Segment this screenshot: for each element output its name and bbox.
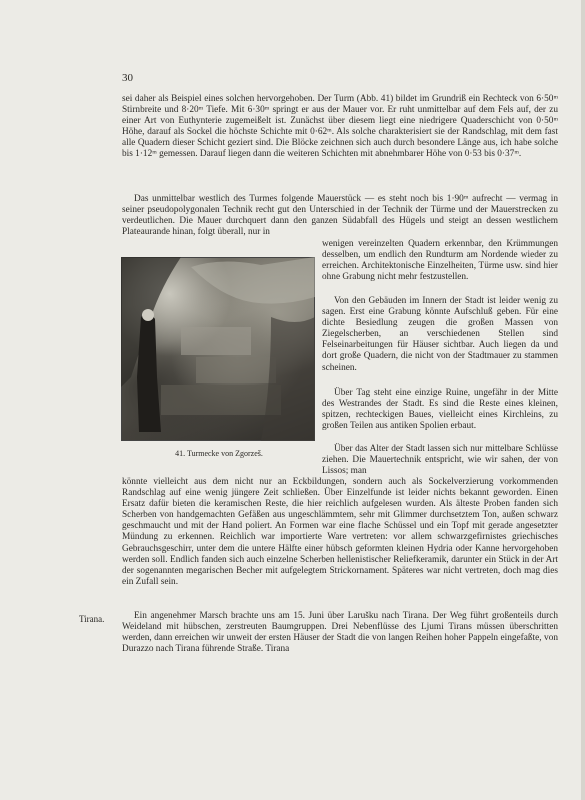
paragraph-tirana: Ein angenehmer Marsch brachte uns am 15. Juni über Larušku nach Tirana. Der Weg führt großenteils durch Weideland mit hübschen, zerstreuten Baumgruppen. Drei Nebenflüsse des Ljumi Tirans müssen überschritten werden, dann erreichen wir unweit der ersten Häuser der Stadt die von langen Reihen hoher Pappeln eingefaßte, von Durazzo nach Tirana führende Straße. Tirana (122, 611, 558, 655)
page-edge (581, 0, 585, 800)
page-number: 30 (122, 72, 133, 84)
figure-photo-tower-corner (121, 257, 315, 441)
figure-caption: 41. Turmecke von Zgorzeš. (175, 449, 263, 458)
paragraph-tower: sei daher als Beispiel eines solchen hervorgehoben. Der Turm (Abb. 41) bildet im Grundriß ein Rechteck von 6·50ᵐ Stirnbreite und 8·20ᵐ Tiefe. Mit 6·30ᵐ springt er aus der Mauer vor. Er ruht unmittelbar auf dem Fels auf, der zu einer Art von Euthynterie zugemeißelt ist. Zunächst über diesem liegt eine niedrigere Quaderschicht von 0·50ᵐ Höhe, darauf als Sockel die höchste Schichte mit 0·62ᵐ. Als solche charakterisiert sie der Randschlag, mit dem fast alle Quadern dieser Schicht geziert sind. Die Blöcke zeichnen sich auch durch besondere Länge aus, ich habe solche bis 1·12ᵐ gemessen. Darauf liegen dann die weiteren Schichten mit abnehmbarer Höhe von 0·53 bis 0·37ᵐ. (122, 94, 558, 160)
paragraph-buildings: Von den Gebäuden im Innern der Stadt ist leider wenig zu sagen. Erst eine Grabung könnte Aufschluß geben. Für eine dichte Besiedlung zeugen die großen Massen von Ziegelscherben, an verschiedenen Stellen sind Felseinarbeitungen für Häuser sichtbar. Auch liegen da und dort große Quadern, die nicht von der Stadtmauer zu stammen scheinen. (322, 296, 558, 373)
paragraph-age-continued: könnte vielleicht aus dem nicht nur an Eckbildungen, sondern auch als Sockelverzierung vorkommenden Randschlag auf eine wenig jüngere Zeit schließen. Über Einzelfunde ist leider nichts bekannt geworden. Einen Ersatz dafür bieten die keramischen Reste, die hier reichlich aufgelesen wurden. Als älteste Proben fanden sich Scherben von handgemachten Gefäßen aus ungeschlämmtem, sehr mit Glimmer durchsetztem Ton, außen schwarz geschmaucht und mit der Hand poliert. An Formen war eine flache Schüssel und ein Topf mit gerade angesetzter Mündung zu erkennen. Reichlich war importierte Ware vertreten: vor allem schwarzgefirnistes griechisches Gebrauchsgeschirr, unter dem die untere Hälfte einer hübsch geformten kleinen Hydria oder Kanne hervorgehoben werden soll. Endlich fanden sich auch einzelne Scherben hellenistischer Reliefkeramik, darunter ein Stück in der Art der sogenannten megarischen Becher mit aufgelegtem Strickornament. Späteres war nicht vertreten, doch mag dies ein Zufall sein. (122, 477, 558, 587)
paragraph-wall-continued: wenigen vereinzelten Quadern erkennbar, den Krümmungen desselben, um endlich den Rundturm am Nordende wieder zu erreichen. Architektonische Einzelheiten, Türme usw. sind hier ohne Grabung nicht mehr festzustellen. (322, 239, 558, 283)
margin-note-tirana: Tirana. (79, 614, 105, 624)
paragraph-age: Über das Alter der Stadt lassen sich nur mittelbare Schlüsse ziehen. Die Mauertechnik entspricht, wie wir sahen, der von Lissos; man (322, 444, 558, 477)
paragraph-ruin: Über Tag steht eine einzige Ruine, ungefähr in der Mitte des Westrandes der Stadt. Es sind die Reste eines kleinen, spitzen, rechteckigen Baues, vielleicht eines Kirchleins, zu großen Teilen aus antiken Spolien erbaut. (322, 388, 558, 432)
paragraph-wall: Das unmittelbar westlich des Turmes folgende Mauerstück — es steht noch bis 1·90ᵐ aufrecht — vermag in seiner pseudopolygonalen Technik recht gut den Unterschied in der Technik der Türme und der Mauerstrecken zu verdeutlichen. Die Mauer durchquert dann den ganzen Südabfall des Hügels und steigt an dessen westlichem Plateaurande hinan, folgt überall, nur in (122, 194, 558, 238)
